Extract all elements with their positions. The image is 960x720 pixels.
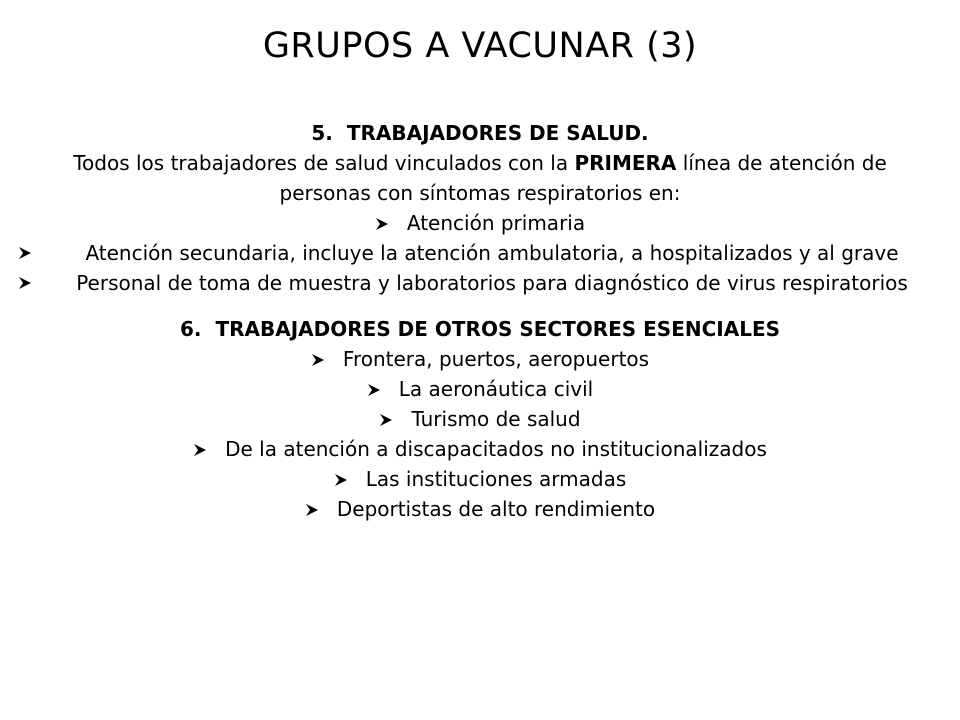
section-spacer [0, 298, 960, 314]
section-5-intro [0, 148, 960, 208]
bullet-text: La aeronáutica civil [398, 377, 594, 401]
arrowhead-bullet-icon [18, 246, 32, 260]
section-6-bullet-2 [0, 374, 960, 404]
arrowhead-bullet-icon [375, 217, 389, 231]
bullet-text: Frontera, puertos, aeropuertos [342, 347, 650, 371]
section-5-intro-text-end: línea de atención de personas con síntomas respiratorios en: [279, 151, 887, 205]
slide-content [0, 118, 960, 524]
bullet-text: Personal de toma de muestra y laboratorios para diagnóstico de virus respiratorios [76, 271, 908, 295]
section-5-intro-emphasis: PRIMERA [574, 151, 677, 175]
arrowhead-bullet-icon [367, 383, 381, 397]
section-6-bullet-1 [0, 344, 960, 374]
section-5-bullet-2 [0, 238, 960, 268]
arrowhead-bullet-icon [18, 276, 32, 290]
slide-title: GRUPOS A VACUNAR (3) [262, 26, 698, 66]
arrowhead-bullet-icon [311, 353, 325, 367]
section-5-title: TRABAJADORES DE SALUD. [346, 121, 649, 145]
bullet-text: Atención primaria [406, 211, 586, 235]
bullet-text: Las instituciones armadas [365, 467, 627, 491]
section-6-heading [0, 314, 960, 344]
bullet-text: Turismo de salud [411, 407, 581, 431]
section-5-number: 5. [311, 121, 333, 145]
arrowhead-bullet-icon [193, 443, 207, 457]
section-6-bullet-4 [0, 434, 960, 464]
bullet-text: Deportistas de alto rendimiento [336, 497, 656, 521]
section-5-bullet-1 [0, 208, 960, 238]
section-6-title: TRABAJADORES DE OTROS SECTORES ESENCIALES [215, 317, 781, 341]
arrowhead-bullet-icon [305, 503, 319, 517]
arrowhead-bullet-icon [379, 413, 393, 427]
arrowhead-bullet-icon [334, 473, 348, 487]
section-5-bullet-3 [0, 268, 960, 298]
section-5-intro-text: Todos los trabajadores de salud vinculados con la [73, 151, 575, 175]
section-5-heading [0, 118, 960, 148]
bullet-text: Atención secundaria, incluye la atención ambulatoria, a hospitalizados y al grave [85, 241, 899, 265]
section-6-number: 6. [179, 317, 202, 341]
bullet-text: De la atención a discapacitados no institucionalizados [225, 437, 767, 461]
section-6-bullet-5 [0, 464, 960, 494]
section-6-bullet-6 [0, 494, 960, 524]
section-6-bullet-3 [0, 404, 960, 434]
